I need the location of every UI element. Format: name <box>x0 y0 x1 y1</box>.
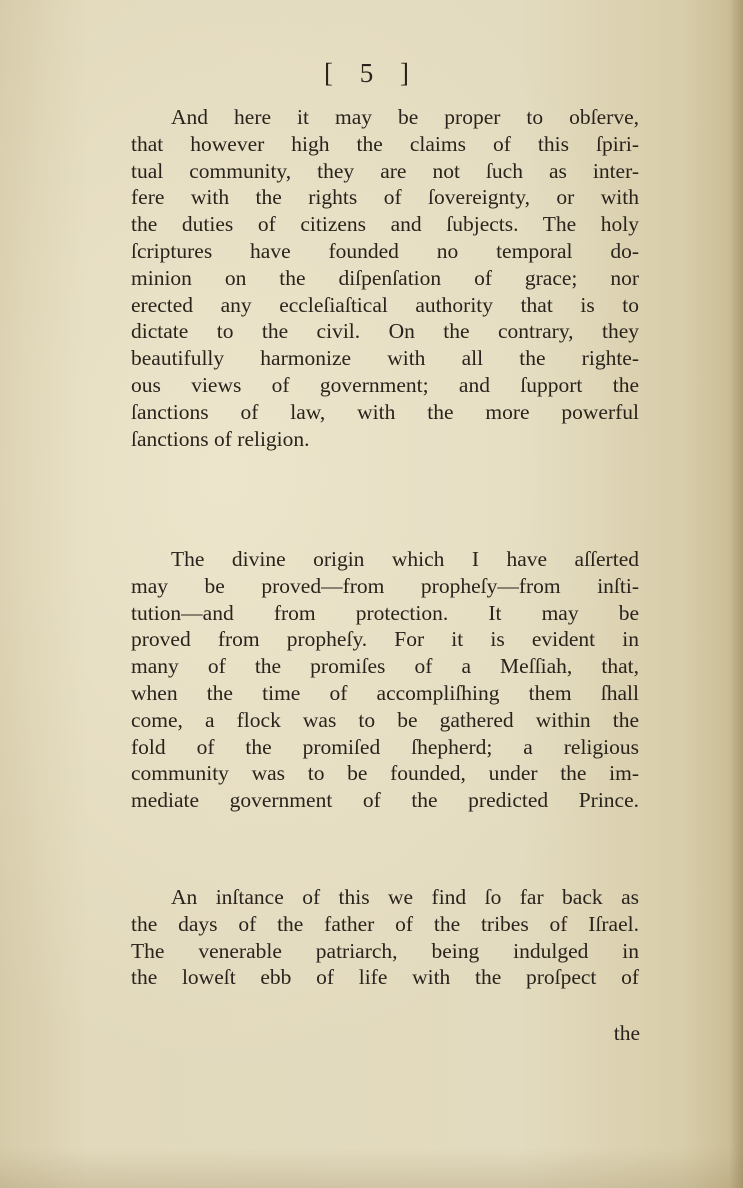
page-bottom-shadow <box>0 1148 743 1188</box>
text-line: The venerable patriarch, being indulged in <box>131 938 639 963</box>
text-line: fold of the promiſed ſhepherd; a religious <box>131 734 639 759</box>
text-line: ſanctions of religion. <box>131 426 310 451</box>
text-line: that however high the claims of this ſpiri- <box>131 131 639 156</box>
text-line: ous views of government; and ſupport the <box>131 372 639 397</box>
text-line: ſanctions of law, with the more powerful <box>131 399 639 424</box>
text-line: the loweſt ebb of life with the proſpect of <box>131 965 639 990</box>
text-line: The divine origin which I have aſſerted <box>171 547 639 571</box>
text-line: dictate to the civil. On the contrary, they <box>131 319 639 344</box>
text-line: minion on the diſpenſation of grace; nor <box>131 265 639 290</box>
text-line: tual community, they are not ſuch as inter- <box>131 158 639 183</box>
text-line: the days of the father of the tribes of Iſrael. <box>131 911 639 936</box>
page-edge-shadow <box>729 0 743 1188</box>
text-line: ſcriptures have founded no temporal do- <box>131 238 639 263</box>
paragraph-2 <box>131 546 639 814</box>
text-line: proved from propheſy. For it is evident in <box>131 627 639 652</box>
page-number: [ 5 ] <box>324 58 419 88</box>
text-line: may be proved—from propheſy—from inſti- <box>131 573 639 598</box>
text-line: community was to be founded, under the im- <box>131 761 639 786</box>
text-line: erected any eccleſiaſtical authority that is to <box>131 292 639 317</box>
text-line: And here it may be proper to obſerve, <box>171 105 639 129</box>
text-line: mediate government of the predicted Prince. <box>131 788 639 813</box>
text-line: come, a flock was to be gathered within the <box>131 707 639 732</box>
text-line: beautifully harmonize with all the righte- <box>131 346 639 371</box>
paragraph-1 <box>131 104 639 452</box>
paragraph-3 <box>131 884 639 991</box>
text-line: fere with the rights of ſovereignty, or with <box>131 185 639 210</box>
text-line: many of the promiſes of a Meſſiah, that, <box>131 654 639 679</box>
text-line: tution—and from protection. It may be <box>131 600 639 625</box>
catchword: the <box>613 1021 640 1045</box>
text-line: An inſtance of this we find ſo far back as <box>171 885 639 909</box>
text-line: the duties of citizens and ſubjects. The holy <box>131 212 639 237</box>
text-line: when the time of accompliſhing them ſhall <box>131 680 639 705</box>
